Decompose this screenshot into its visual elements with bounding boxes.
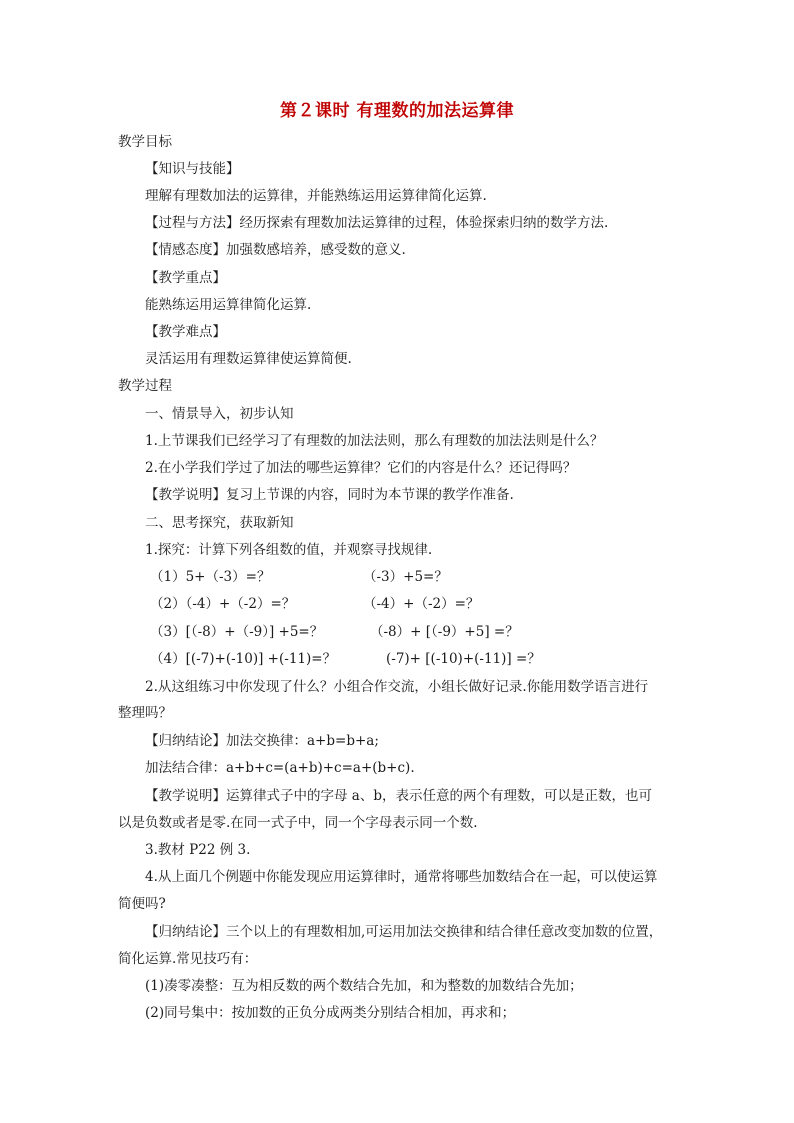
exercise-right: （-8）+ [（-9）+5] =？ bbox=[370, 624, 519, 640]
exercise-right: (-7)+ [(-10)+(-11)] =？ bbox=[386, 651, 541, 667]
text-line: 理解有理数加法的运算律，并能熟练运用运算律简化运算. bbox=[145, 188, 487, 204]
text-line: 简便吗? bbox=[118, 896, 166, 912]
text-line: (2)同号集中：按加数的正负分成两类分别结合相加，再求和； bbox=[145, 1005, 516, 1021]
text-line: 简化运算.常见技巧有： bbox=[118, 951, 258, 967]
text-line: 1.探究：计算下列各组数的值，并观察寻找规律. bbox=[145, 542, 433, 558]
exercise-left: （3）[（-8）+（-9）] +5=？ bbox=[150, 624, 324, 640]
section-heading-process: 教学过程 bbox=[118, 378, 172, 394]
exercise-left: （2）（-4）+（-2）=？ bbox=[150, 596, 296, 612]
page-title: 第２课时 有理数的加法运算律 bbox=[280, 101, 514, 121]
text-line: 【过程与方法】经历探索有理数加法运算律的过程，体验探索归纳的数学方法. bbox=[145, 215, 609, 231]
text-line: 加法结合律：a+b+c=(a+b)+c=a+(b+c). bbox=[145, 760, 415, 776]
exercise-right: （-3）+5=？ bbox=[363, 569, 448, 585]
text-line: 【归纳结论】加法交换律：a+b=b+a; bbox=[145, 733, 379, 749]
text-line: 【情感态度】加强数感培养，感受数的意义. bbox=[145, 242, 406, 258]
subheading-key-points: 【教学重点】 bbox=[145, 270, 226, 286]
exercise-left: （4）[(-7)+(-10)] +(-11)=？ bbox=[150, 651, 337, 667]
subheading-intro: 一、情景导入，初步认知 bbox=[145, 406, 294, 422]
text-line: 以是负数或者是零.在同一式子中，同一个字母表示同一个数. bbox=[118, 815, 478, 831]
text-line: 整理吗？ bbox=[118, 705, 172, 721]
text-line: 1.上节课我们已经学习了有理数的加法法则，那么有理数的加法法则是什么？ bbox=[145, 433, 604, 449]
section-heading-objectives: 教学目标 bbox=[118, 134, 172, 150]
text-line: 【教学说明】复习上节课的内容，同时为本节课的教学作准备. bbox=[145, 487, 514, 503]
text-line: (1)凑零凑整：互为相反数的两个数结合先加，和为整数的加数结合先加； bbox=[145, 978, 583, 994]
exercise-left: （1）5+（-3）=？ bbox=[150, 569, 271, 585]
subheading-difficulties: 【教学难点】 bbox=[145, 324, 226, 340]
text-line: 2.从这组练习中你发现了什么？小组合作交流，小组长做好记录.你能用数学语言进行 bbox=[145, 679, 649, 695]
text-line: 2.在小学我们学过了加法的哪些运算律？它们的内容是什么？还记得吗？ bbox=[145, 460, 577, 476]
subheading-explore: 二、思考探究，获取新知 bbox=[145, 515, 294, 531]
text-line: 能熟练运用运算律简化运算. bbox=[145, 297, 312, 313]
text-line: 【归纳结论】三个以上的有理数相加,可运用加法交换律和结合律任意改变加数的位置， bbox=[145, 924, 663, 940]
exercise-right: （-4）+（-2）=？ bbox=[363, 596, 480, 612]
text-line: 3.教材 P22 例 3. bbox=[145, 842, 251, 858]
text-line: 【教学说明】运算律式子中的字母 a、b，表示任意的两个有理数，可以是正数，也可 bbox=[145, 788, 652, 804]
subheading-knowledge-skills: 【知识与技能】 bbox=[145, 161, 240, 177]
text-line: 灵活运用有理数运算律使运算简便. bbox=[145, 351, 352, 367]
text-line: 4.从上面几个例题中你能发现应用运算律时，通常将哪些加数结合在一起，可以使运算 bbox=[145, 869, 658, 885]
